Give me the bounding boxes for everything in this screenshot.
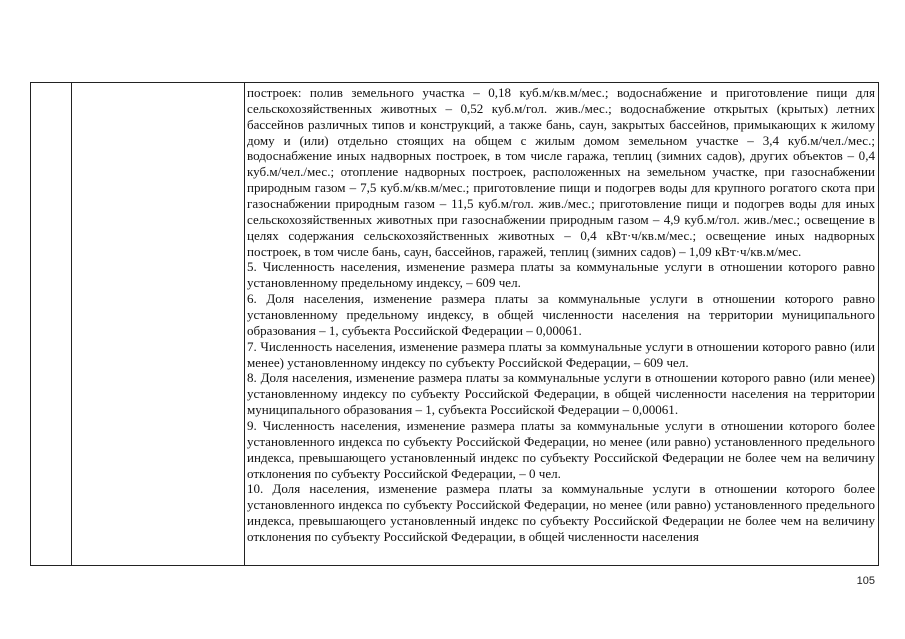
paragraph-item-8: 8. Доля населения, изменение размера платы за коммунальные услуги в отношении которого равно (или менее) установленному индексу по субъекту Российской Федерации, в общей численности населения на территории муниципального образования – 1, субъекта Российской Федерации – 0,00061. xyxy=(247,370,875,418)
paragraph-item-9: 9. Численность населения, изменение размера платы за коммунальные услуги в отношении которого более установленного индекса по субъекту Российской Федерации, но менее (или равно) установленного предельного индекса, превышающего установленный индекс по субъекту Российской Федерации не более чем на величину отклонения по субъекту Российской Федерации, – 0 чел. xyxy=(247,418,875,481)
paragraph-item-6: 6. Доля населения, изменение размера платы за коммунальные услуги в отношении которого равно установленному предельному индексу, в общей численности населения на территории муниципального образования – 1, субъекта Российской Федерации – 0,00061. xyxy=(247,291,875,338)
column-divider-1 xyxy=(71,83,72,565)
paragraph-continuation: построек: полив земельного участка – 0,18 куб.м/кв.м/мес.; водоснабжение и приготовление пищи для сельскохозяйственных животных – 0,52 куб.м/гол. жив./мес.; водоснабжение открытых (крытых) летних бассейнов различных типов и конструкций, а также бань, саун, закрытых бассейнов, примыкающих к жилому дому и (или) отдельно стоящих на общем с жилым домом земельном участке – 3,4 куб.м/чел./мес.; водоснабжение иных надворных построек, в том числе гаража, теплиц (зимних садов), других объектов – 0,4 куб.м/чел./мес.; отопление надворных построек, расположенных на земельном участке, при газоснабжении природным газом – 7,5 куб.м/кв.м/мес.; приготовление пищи и подогрев воды для крупного рогатого скота при газоснабжении природным газом – 11,5 куб.м/гол. жив./мес.; приготовление пищи и подогрев воды для иных сельскохозяйственных животных при газоснабжении природным газом – 4,9 куб.м/гол. жив./мес.; освещение в целях содержания сельскохозяйственных животных – 0,4 кВт·ч/кв.м/мес.; освещение иных надворных построек, в том числе бань, саун, бассейнов, гаражей, теплиц (зимних садов) – 1,09 кВт·ч/кв.м/мес. xyxy=(247,85,875,259)
paragraph-item-7: 7. Численность населения, изменение размера платы за коммунальные услуги в отношении которого равно (или менее) установленному индексу по субъекту Российской Федерации, – 609 чел. xyxy=(247,338,875,370)
table-cell-text xyxy=(247,85,875,545)
page-number: 105 xyxy=(856,575,875,587)
document-table xyxy=(30,82,879,566)
column-divider-2 xyxy=(244,83,245,565)
paragraph-item-5: 5. Численность населения, изменение размера платы за коммунальные услуги в отношении которого равно установленному предельному индексу, – 609 чел. xyxy=(247,259,875,291)
paragraph-item-10: 10. Доля населения, изменение размера платы за коммунальные услуги в отношении которого более установленного индекса по субъекту Российской Федерации, но менее (или равно) установленного предельного индекса, превышающего установленный индекс по субъекту Российской Федерации не более чем на величину отклонения по субъекту Российской Федерации, в общей численности населения xyxy=(247,481,875,545)
